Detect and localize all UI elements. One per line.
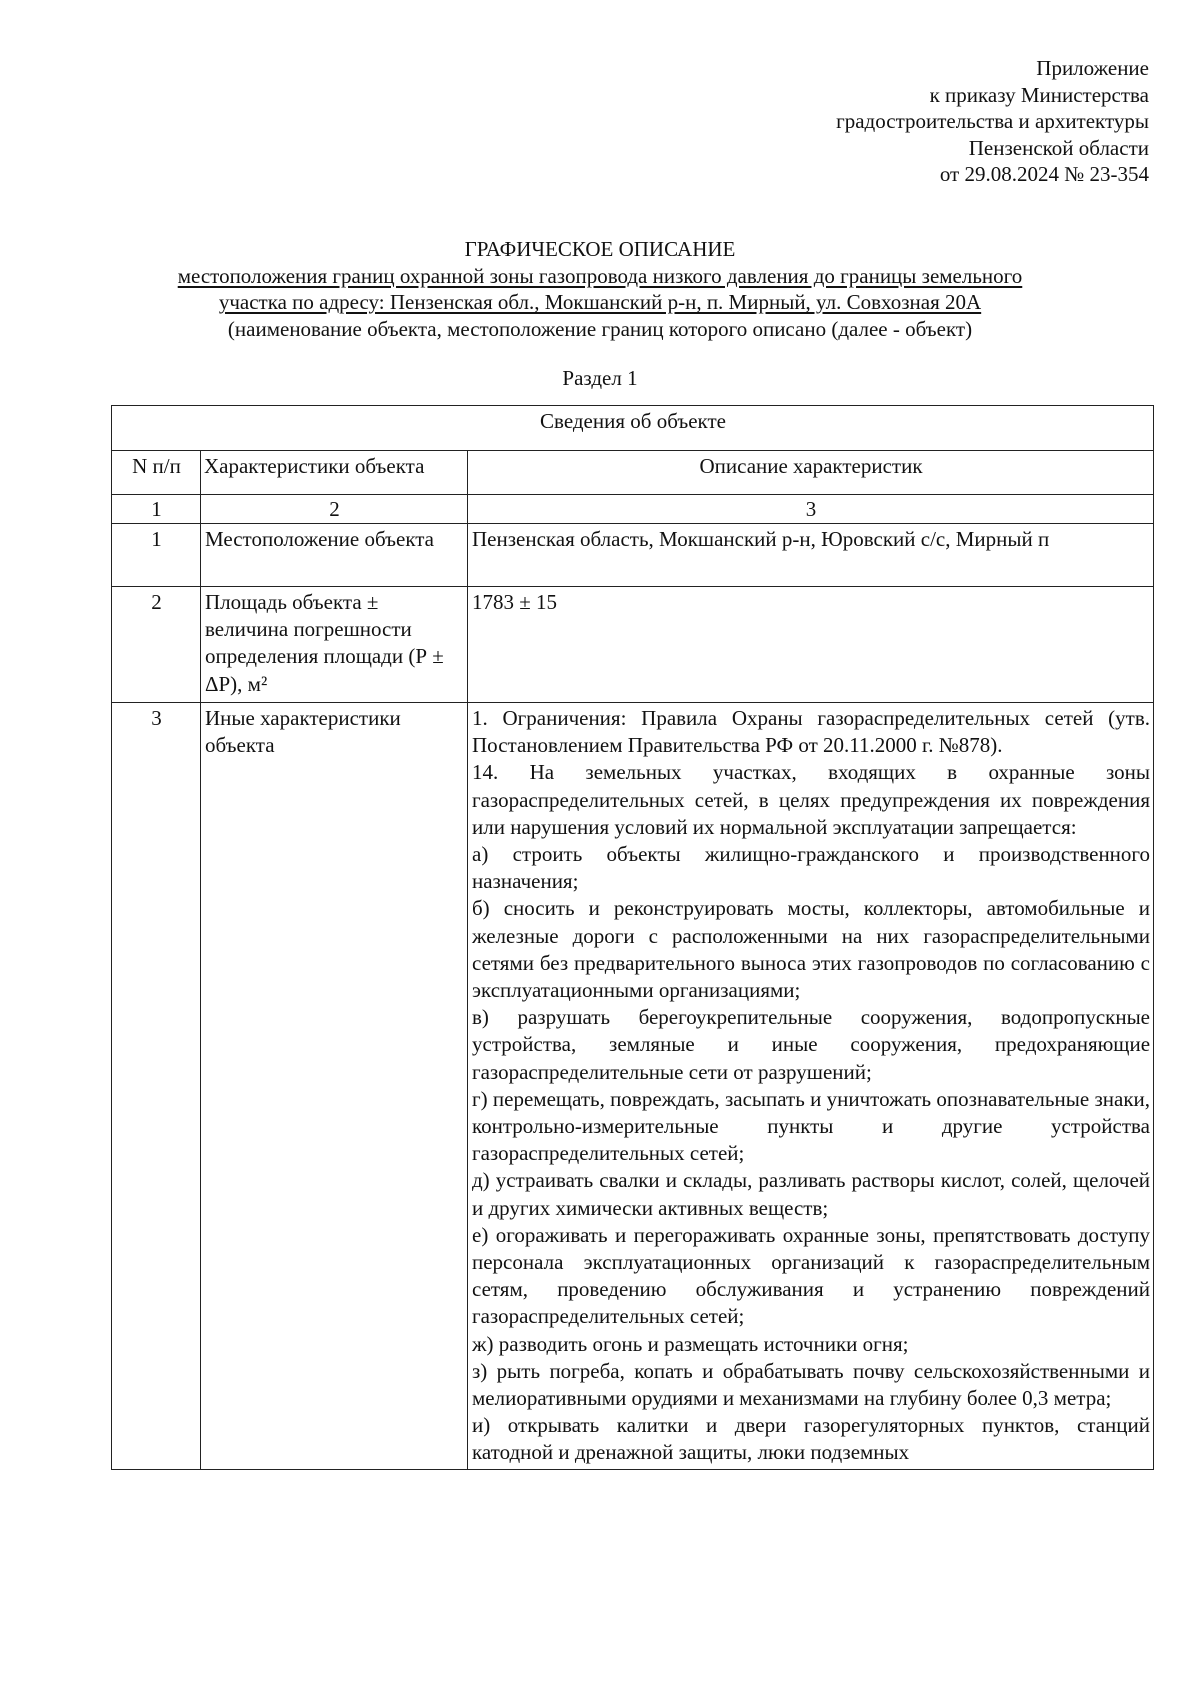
- restriction-paragraph: е) огораживать и перегораживать охранные зоны, препятствовать доступу персонала эксплуатационных организаций к газораспределительным сетям, проведению обслуживания и устранению повреждений газораспределительных сетей;: [472, 1222, 1151, 1329]
- column-number: 2: [201, 495, 468, 524]
- restriction-paragraph: в) разрушать берегоукрепительные сооружения, водопропускные устройства, земляные и иные сооружения, предохраняющие газораспределительные сети от разрушений;: [472, 1005, 1151, 1084]
- document-heading: ГРАФИЧЕСКОЕ ОПИСАНИЕ: [464, 237, 736, 261]
- table-header-row: [112, 451, 1154, 495]
- row-characteristic: Иные характеристики объекта: [201, 703, 468, 1470]
- title-block: [100, 236, 1100, 342]
- restriction-paragraph: 1. Ограничения: Правила Охраны газораспределительных сетей (утв. Постановлением Правительства РФ от 20.11.2000 г. №878).: [472, 706, 1151, 758]
- appendix-line: Приложение: [1036, 56, 1149, 80]
- appendix-order-date-number: от 29.08.2024 № 23-354: [939, 162, 1149, 186]
- appendix-line: градостроительства и архитектуры: [836, 109, 1149, 133]
- row-description: [468, 703, 1154, 1470]
- row-characteristic: Местоположение объекта: [201, 524, 468, 587]
- row-description: 1783 ± 15: [468, 587, 1154, 703]
- table-caption: Сведения об объекте: [112, 406, 1154, 451]
- column-number: 3: [468, 495, 1154, 524]
- restriction-paragraph: а) строить объекты жилищно-гражданского и производственного назначения;: [472, 842, 1151, 894]
- appendix-line: к приказу Министерства: [929, 82, 1149, 107]
- table-caption-row: [112, 406, 1154, 451]
- restriction-paragraph: ж) разводить огонь и размещать источники огня;: [472, 1331, 909, 1356]
- object-name-line-1: местоположения границ охранной зоны газопровода низкого давления до границы земельного: [177, 263, 1023, 288]
- header-number: N п/п: [112, 451, 201, 495]
- appendix-line: Пензенской области: [968, 135, 1149, 160]
- header-characteristic: Характеристики объекта: [201, 451, 468, 495]
- column-number: 1: [112, 495, 201, 524]
- row-number: 1: [112, 524, 201, 587]
- row-number: 3: [112, 703, 201, 1470]
- column-number-row: [112, 495, 1154, 524]
- restriction-paragraph: и) открывать калитки и двери газорегуляторных пунктов, станций катодной и дренажной защиты, люки подземных: [472, 1413, 1151, 1465]
- appendix-block: [589, 55, 1149, 188]
- row-number: 2: [112, 587, 201, 703]
- restrictions-text: [472, 705, 1150, 1467]
- table-row: [112, 703, 1154, 1470]
- row-characteristic: Площадь объекта ± величина погрешности определения площади (Р ± ΔР), м²: [201, 587, 468, 703]
- header-description: Описание характеристик: [468, 451, 1154, 495]
- table-row: [112, 587, 1154, 703]
- table-row: [112, 524, 1154, 587]
- row-description: Пензенская область, Мокшанский р-н, Юровский с/с, Мирный п: [468, 524, 1154, 587]
- restriction-paragraph: 14. На земельных участках, входящих в охранные зоны газораспределительных сетей, в целях предупреждения их повреждения или нарушения условий их нормальной эксплуатации запрещается:: [472, 760, 1151, 839]
- section-label: Раздел 1: [562, 366, 638, 390]
- object-info-table: [111, 405, 1154, 1470]
- restriction-paragraph: г) перемещать, повреждать, засыпать и уничтожать опознавательные знаки, контрольно-измерительные пункты и другие устройства газораспределительных сетей;: [472, 1086, 1151, 1166]
- restriction-paragraph: б) сносить и реконструировать мосты, коллекторы, автомобильные и железные дороги с расположенными на них газораспределительными сетями без предварительного выноса этих газопроводов по согласованию с эксплуатационными организациями;: [472, 896, 1151, 1003]
- object-name-line-2: участка по адресу: Пензенская обл., Мокшанский р-н, п. Мирный, ул. Совхозная 20А: [218, 290, 982, 314]
- restriction-paragraph: д) устраивать свалки и склады, разливать растворы кислот, солей, щелочей и других химически активных веществ;: [472, 1168, 1151, 1220]
- restriction-paragraph: з) рыть погреба, копать и обрабатывать почву сельскохозяйственными и мелиоративными орудиями и механизмами на глубину более 0,3 метра;: [472, 1358, 1151, 1411]
- object-name-caption: (наименование объекта, местоположение границ которого описано (далее - объект): [227, 316, 973, 341]
